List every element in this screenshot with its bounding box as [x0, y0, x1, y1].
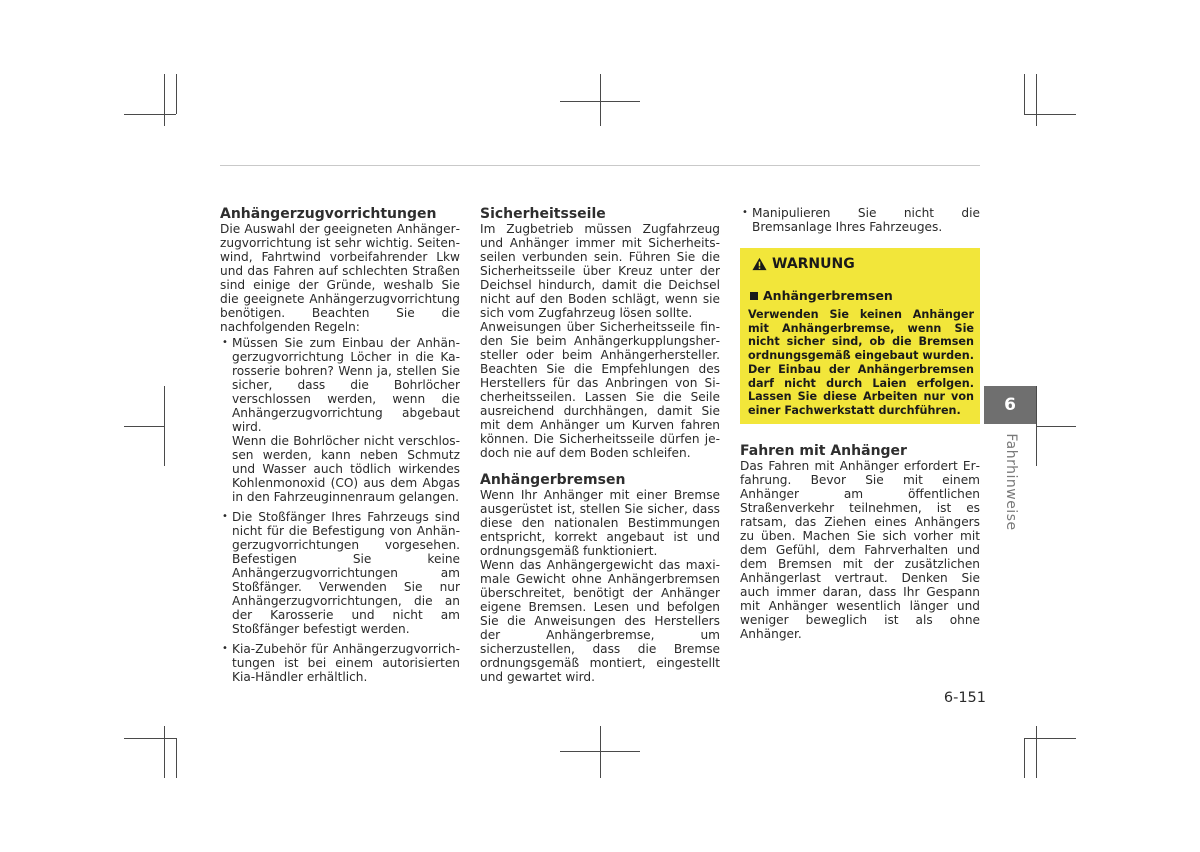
middle-column: [480, 206, 720, 684]
crop-mark: [124, 426, 164, 427]
header-rule: [220, 165, 980, 166]
section-heading: Anhängerzugvorrichtungen: [220, 206, 437, 222]
square-bullet-icon: [750, 292, 758, 300]
left-column: [220, 206, 460, 690]
bullet-text: • Müssen Sie zum Einbau der Anhängerzugvorrichtung Löcher in die Karosserie bohren? Wenn ja, stellen Sie sicher, dass die Bohrlöcher verschlossen werden, wenn die Anhängerzugvorrichtung abgebaut wird.: [232, 336, 460, 434]
crop-mark: [176, 74, 177, 114]
crop-mark: [1036, 426, 1076, 427]
page-number: 6-151: [943, 690, 986, 706]
crop-mark: [164, 74, 165, 126]
crop-mark: [600, 726, 601, 778]
section-heading: Anhängerbremsen: [480, 472, 626, 488]
crop-mark: [1036, 74, 1037, 126]
crop-mark: [164, 386, 165, 466]
list-item: [220, 642, 460, 684]
bullet-text: • Die Stoßfänger Ihres Fahrzeugs sind nicht für die Befestigung von Anhängerzugvorrichtungen vorgesehen. Befestigen Sie keine Anhängerzugvorrichtungen am Stoßfänger. Verwenden Sie nur Anhängerzugvorrichtungen, die an der Karosserie und nicht am Stoßfänger befestigt werden.: [232, 510, 460, 636]
list-item: [220, 510, 460, 636]
paragraph: Wenn das Anhängergewicht das maximale Gewicht ohne Anhängerbremsen überschreitet, benötigt der Anhänger eigene Bremsen. Lesen und befolgen Sie die Anweisungen des Herstellers der Anhängerbremse, um sicherzustellen, dass die Bremse ordnungsgemäß montiert, eingestellt und gewartet wird.: [480, 558, 720, 684]
chapter-number-tab: 6: [984, 386, 1036, 424]
warning-subtitle: [750, 288, 893, 304]
list-item: [740, 206, 980, 234]
section-heading: Fahren mit Anhänger: [740, 443, 907, 459]
warning-text: Verwenden Sie keinen Anhänger mit Anhängerbremse, wenn Sie nicht sicher sind, ob die Bremsen ordnungsgemäß eingebaut wurden. Der Einbau der Anhängerbremsen darf nicht durch Laien erfolgen. Lassen Sie diese Arbeiten nur von einer Fachwerkstatt durchführen.: [748, 308, 974, 417]
crop-mark: [1036, 386, 1037, 466]
crop-mark: [1024, 114, 1076, 115]
bullet-text: • Kia-Zubehör für Anhängerzugvorrichtungen ist bei einem autorisierten Kia-Händler erhältlich.: [232, 642, 460, 684]
bullet-continuation: Wenn die Bohrlöcher nicht verschlossen werden, kann neben Schmutz und Wasser auch tödlich wirkendes Kohlenmonoxid (CO) aus dem Abgas in den Fahrzeuginnenraum gelangen.: [232, 434, 460, 504]
bullet-list: [740, 206, 980, 234]
crop-mark: [164, 726, 165, 778]
crop-mark: [1036, 726, 1037, 778]
crop-mark: [1024, 738, 1025, 778]
paragraph: Im Zugbetrieb müssen Zugfahrzeug und Anhänger immer mit Sicherheitsseilen verbunden sein. Führen Sie die Sicherheitsseile über Kreuz unter der Deichsel hindurch, damit die Deichsel nicht auf den Boden schlägt, wenn sie sich vom Zugfahrzeug lösen sollte.: [480, 222, 720, 320]
crop-mark: [176, 738, 177, 778]
bullet-text: • Manipulieren Sie nicht die Bremsanlage Ihres Fahrzeuges.: [752, 206, 980, 234]
bullet-list: [220, 336, 460, 684]
right-column-bottom: [740, 443, 980, 641]
right-column-top: [740, 206, 980, 240]
paragraph: Anweisungen über Sicherheitsseile finden Sie beim Anhängerkupplungshersteller oder beim Anhängerhersteller. Beachten Sie die Empfehlungen des Herstellers für das Anbringen von Sicherheitsseilen. Lassen Sie die Seile ausreichend durchhängen, damit Sie mit dem Anhänger um Kurven fahren können. Die Sicherheitsseile dürfen jedoch nie auf dem Boden schleifen.: [480, 320, 720, 460]
crop-mark: [1024, 74, 1025, 114]
warning-title-text: WARNUNG: [772, 256, 855, 272]
paragraph: Die Auswahl der geeigneten Anhängerzugvorrichtung ist sehr wichtig. Seitenwind, Fahrtwind vorbeifahrender Lkw und das Fahren auf schlechten Straßen sind einige der Gründe, weshalb Sie die geeignete Anhängerzugvorrichtung benötigen. Beachten Sie die nachfolgenden Regeln:: [220, 222, 460, 334]
crop-mark: [124, 738, 176, 739]
list-item: [220, 336, 460, 504]
crop-mark: [600, 74, 601, 126]
crop-mark: [124, 114, 176, 115]
paragraph: Wenn Ihr Anhänger mit einer Bremse ausgerüstet ist, stellen Sie sicher, dass diese den nationalen Bestimmungen entspricht, korrekt angebaut ist und ordnungsgemäß funktioniert.: [480, 488, 720, 558]
paragraph: Das Fahren mit Anhänger erfordert Erfahrung. Bevor Sie mit einem Anhänger am öffentlichen Straßenverkehr teilnehmen, ist es ratsam, das Ziehen eines Anhängers zu üben. Machen Sie sich vorher mit dem Gefühl, dem Fahrverhalten und dem Bremsen mit der zusätzlichen Anhängerlast vertraut. Denken Sie auch immer daran, dass Ihr Gespann mit Anhänger wesentlich länger und weniger beweglich ist als ohne Anhänger.: [740, 459, 980, 641]
warning-box: [740, 248, 980, 424]
chapter-name: Fahrhinweise: [1003, 433, 1019, 531]
warning-subtitle-text: Anhängerbremsen: [763, 288, 893, 303]
warning-title: [752, 256, 855, 272]
crop-mark: [1024, 738, 1076, 739]
section-heading: Sicherheitsseile: [480, 206, 606, 222]
warning-triangle-icon: [752, 257, 767, 271]
